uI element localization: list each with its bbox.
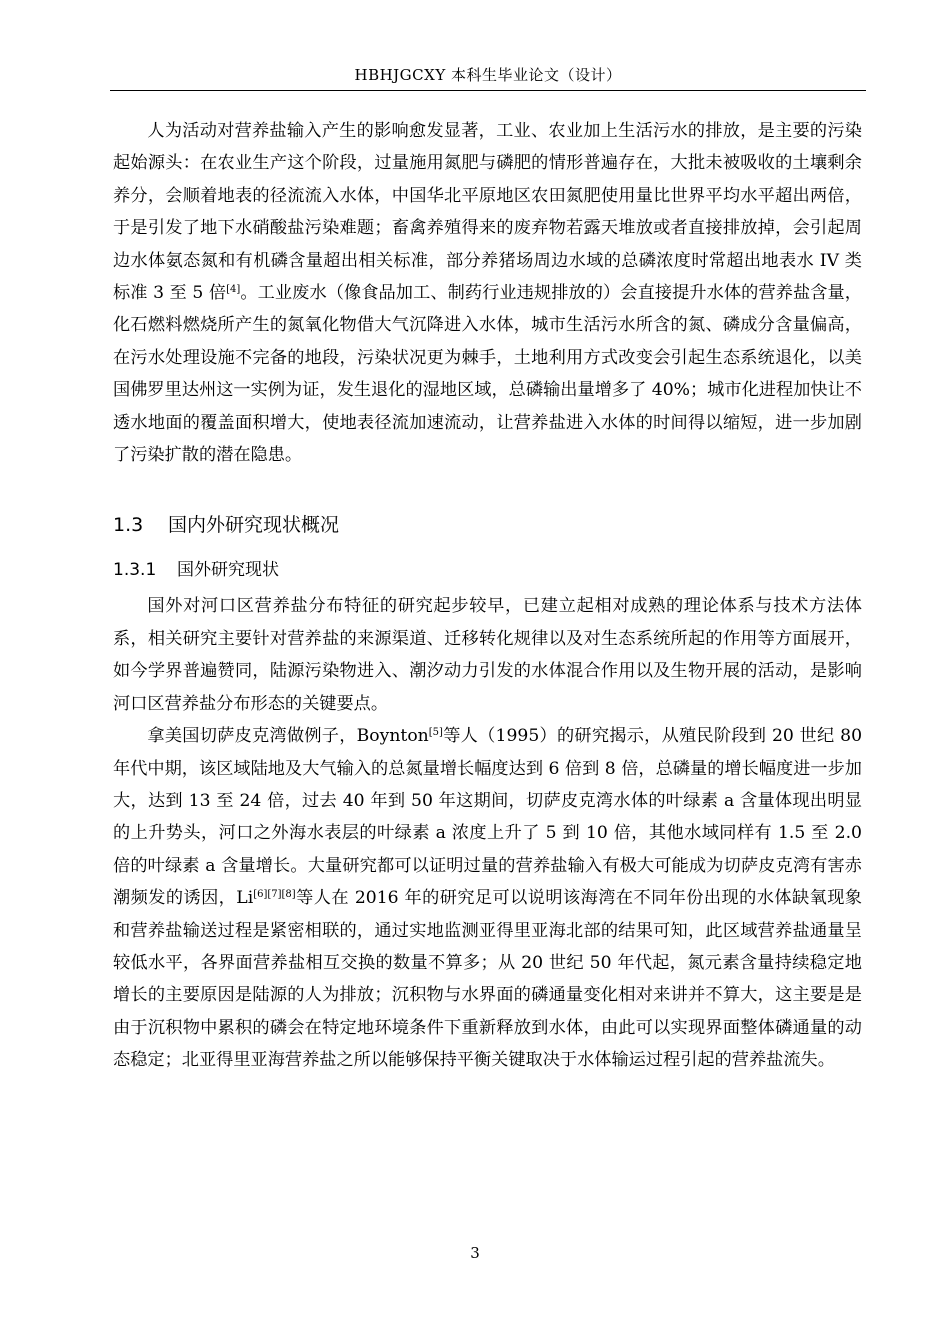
paragraph-text: 人为活动对营养盐输入产生的影响愈发显著，工业、农业加上生活污水的排放，是主要的污染起始源头：在农业生产这个阶段，过量施用氮肥与磷肥的情形普遍存在，大批未被吸收的土壤剩余养分，会顺着地表的径流流入水体，中国华北平原地区农田氮肥使用量比世界平均水平超出两倍，于是引发了地下水硝酸盐污染难题；畜禽养殖得来的废弃物若露天堆放或者直接排放掉，会引起周边水体氨态氮和有机磷含量超出相关标准，部分养猪场周边水域的总磷浓度时常超出地表水 IV 类标准 3 至 5 倍: [113, 121, 862, 304]
page-header: HBHJGCXY 本科生毕业论文（设计）: [354, 66, 622, 84]
paragraph-human-impact: [113, 115, 862, 471]
paragraph-text: 等人在 2016 年的研究足可以说明该海湾在不同年份出现的水体缺氧现象和营养盐输送过程是紧密相联的，通过实地监测亚得里亚海北部的结果可知，此区域营养盐通量呈较低水平，各界面营养盐相互交换的数量不算多；从 20 世纪 50 年代起，氮元素含量持续稳定地增长的主要原因是陆源的人为排放；沉积物与水界面的磷通量变化相对来讲并不算大，这主要是是由于沉积物中累积的磷会在特定地环境条件下重新释放到水体，由此可以实现界面整体磷通量的动态稳定；北亚得里亚海营养盐之所以能够保持平衡关键取决于水体输运过程引起的营养盐流失。: [113, 888, 862, 1071]
paragraph-text: 等人（1995）的研究揭示，从殖民阶段到 20 世纪 80 年代中期，该区域陆地及大气输入的总氮量增长幅度达到 6 倍到 8 倍，总磷量的增长幅度进一步加大，达到 13 至 24 倍，过去 40 年到 50 年这期间，切萨皮克湾水体的叶绿素 a 含量体现出明显的上升势头，河口之外海水表层的叶绿素 a 浓度上升了 5 到 10 倍，其他水域同样有 1.5 至 2.0 倍的叶绿素 a 含量增长。大量研究都可以证明过量的营养盐输入有极大可能成为切萨皮克湾有害赤潮频发的诱因，Li: [113, 726, 862, 909]
document-body: [113, 115, 862, 1077]
citation-ref: [5]: [428, 727, 443, 739]
subsection-heading-1-3-1: [113, 556, 862, 584]
paragraph-text: 。工业废水（像食品加工、制药行业违规排放的）会直接提升水体的营养盐含量，化石燃料燃烧所产生的氮氧化物借大气沉降进入水体，城市生活污水所含的氮、磷成分含量偏高，在污水处理设施不完备的地段，污染状况更为棘手，土地利用方式改变会引起生态系统退化，以美国佛罗里达州这一实例为证，发生退化的湿地区域，总磷输出量增多了 40%；城市化进程加快让不透水地面的覆盖面积增大，使地表径流加速流动，让营养盐进入水体的时间得以缩短，进一步加剧了污染扩散的潜在隐患。: [113, 283, 862, 466]
section-number: 1.3: [113, 514, 144, 537]
paragraph-foreign-research-overview: 国外对河口区营养盐分布特征的研究起步较早，已建立起相对成熟的理论体系与技术方法体系，相关研究主要针对营养盐的来源渠道、迁移转化规律以及对生态系统所起的作用等方面展开，如今学界普遍赞同，陆源污染物进入、潮汐动力引发的水体混合作用以及生物开展的活动，是影响河口区营养盐分布形态的关键要点。: [113, 596, 862, 714]
page-number: 3: [470, 1244, 480, 1262]
subsection-number: 1.3.1: [113, 560, 157, 581]
section-title: 国内外研究现状概况: [168, 514, 340, 537]
section-heading-1-3: [113, 510, 862, 540]
citation-ref: [4]: [226, 284, 241, 296]
header-rule: [110, 90, 866, 91]
paragraph-text: 拿美国切萨皮克湾做例子，Boynton: [147, 726, 429, 747]
citation-ref: [6][7][8]: [253, 889, 296, 901]
paragraph-chesapeake-bay: [113, 720, 862, 1076]
subsection-title: 国外研究现状: [177, 560, 279, 581]
